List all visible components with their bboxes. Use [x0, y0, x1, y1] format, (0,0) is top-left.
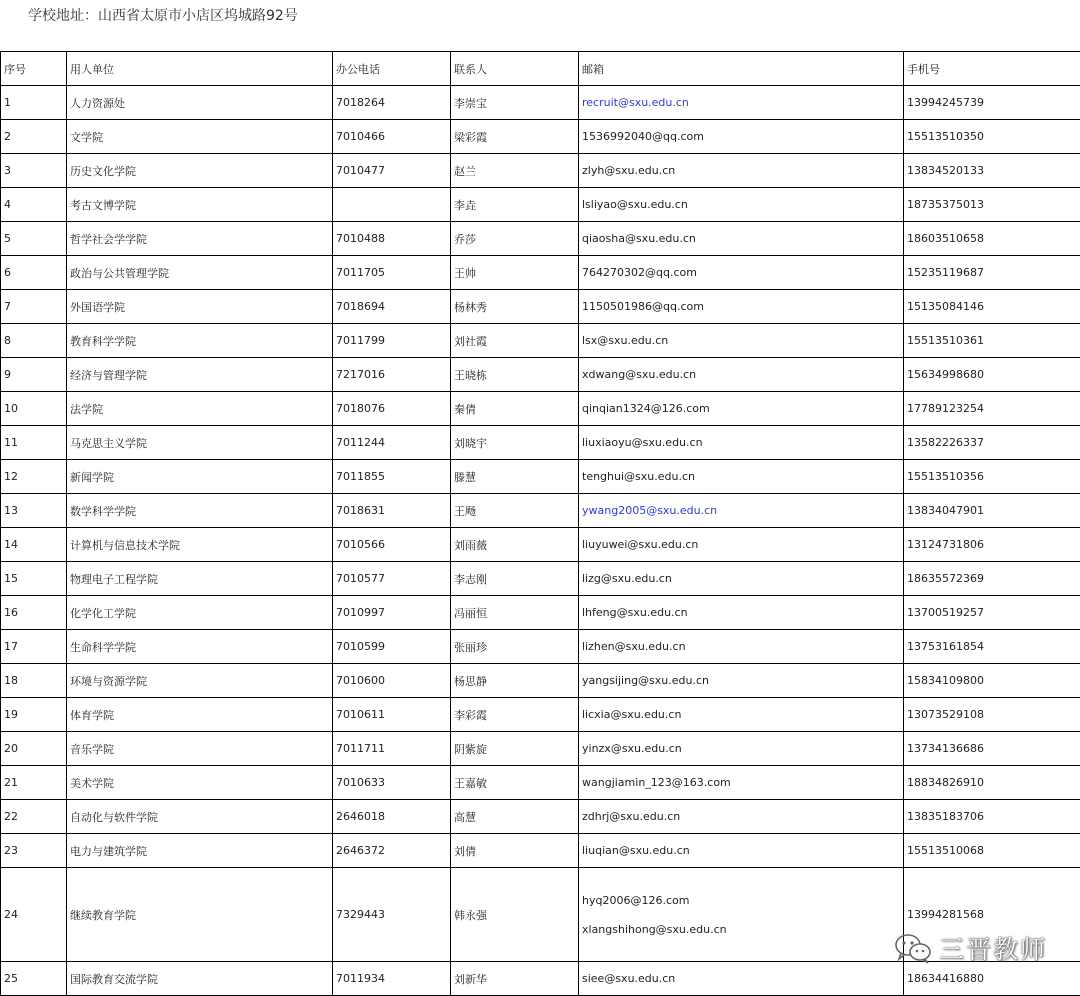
email-text: lizg@sxu.edu.cn	[582, 564, 903, 593]
cell-no: 7	[1, 290, 67, 324]
table-row	[1, 630, 1080, 664]
cell-unit: 体育学院	[67, 698, 333, 732]
cell-email	[579, 324, 904, 358]
table-row	[1, 562, 1080, 596]
table-row	[1, 86, 1080, 120]
cell-mobile: 15513510350	[904, 120, 1080, 154]
cell-no: 3	[1, 154, 67, 188]
cell-no: 5	[1, 222, 67, 256]
email-text: 1150501986@qq.com	[582, 292, 903, 321]
cell-no: 24	[1, 868, 67, 962]
cell-email	[579, 766, 904, 800]
email-text: siee@sxu.edu.cn	[582, 964, 903, 993]
cell-phone: 7011244	[333, 426, 451, 460]
cell-contact: 李崇宝	[451, 86, 579, 120]
cell-no: 23	[1, 834, 67, 868]
cell-no: 1	[1, 86, 67, 120]
table-row	[1, 962, 1080, 996]
cell-email	[579, 834, 904, 868]
cell-mobile: 18834826910	[904, 766, 1080, 800]
table-row	[1, 256, 1080, 290]
cell-email	[579, 800, 904, 834]
cell-phone: 7018264	[333, 86, 451, 120]
cell-phone: 7010600	[333, 664, 451, 698]
cell-unit: 教育科学学院	[67, 324, 333, 358]
cell-email	[579, 222, 904, 256]
cell-mobile: 15235119687	[904, 256, 1080, 290]
cell-no: 2	[1, 120, 67, 154]
email-link[interactable]: ywang2005@sxu.edu.cn	[582, 496, 903, 525]
cell-contact: 杨林秀	[451, 290, 579, 324]
cell-mobile: 13124731806	[904, 528, 1080, 562]
cell-contact: 滕慧	[451, 460, 579, 494]
table-row	[1, 494, 1080, 528]
table-row	[1, 154, 1080, 188]
cell-unit: 法学院	[67, 392, 333, 426]
cell-phone: 7329443	[333, 868, 451, 962]
cell-email	[579, 256, 904, 290]
cell-unit: 政治与公共管理学院	[67, 256, 333, 290]
cell-contact: 李志刚	[451, 562, 579, 596]
cell-email	[579, 962, 904, 996]
header-no: 序号	[1, 52, 67, 86]
email-text: zdhrj@sxu.edu.cn	[582, 802, 903, 831]
cell-mobile: 13073529108	[904, 698, 1080, 732]
cell-mobile: 18603510658	[904, 222, 1080, 256]
cell-unit: 国际教育交流学院	[67, 962, 333, 996]
cell-phone: 7011705	[333, 256, 451, 290]
cell-mobile: 13753161854	[904, 630, 1080, 664]
cell-contact: 张丽珍	[451, 630, 579, 664]
cell-contact: 刘雨薇	[451, 528, 579, 562]
table-row	[1, 290, 1080, 324]
header-contact: 联系人	[451, 52, 579, 86]
email-text: yinzx@sxu.edu.cn	[582, 734, 903, 763]
cell-mobile: 18634416880	[904, 962, 1080, 996]
cell-mobile: 18635572369	[904, 562, 1080, 596]
cell-contact: 李彩霞	[451, 698, 579, 732]
cell-email	[579, 698, 904, 732]
watermark-text: 三晋教师	[939, 930, 1047, 966]
cell-no: 20	[1, 732, 67, 766]
cell-phone: 7018694	[333, 290, 451, 324]
cell-contact: 杨思静	[451, 664, 579, 698]
school-address: 学校地址：山西省太原市小店区坞城路92号	[28, 5, 298, 25]
cell-no: 11	[1, 426, 67, 460]
email-text: 1536992040@qq.com	[582, 122, 903, 151]
cell-unit: 物理电子工程学院	[67, 562, 333, 596]
watermark	[893, 930, 1047, 966]
cell-email	[579, 358, 904, 392]
email-text: licxia@sxu.edu.cn	[582, 700, 903, 729]
cell-no: 22	[1, 800, 67, 834]
cell-no: 16	[1, 596, 67, 630]
cell-email	[579, 494, 904, 528]
cell-unit: 历史文化学院	[67, 154, 333, 188]
cell-phone: 7011855	[333, 460, 451, 494]
cell-contact: 王晓栋	[451, 358, 579, 392]
cell-phone: 7010566	[333, 528, 451, 562]
cell-contact: 乔莎	[451, 222, 579, 256]
header-mobile: 手机号	[904, 52, 1080, 86]
email-text: liuqian@sxu.edu.cn	[582, 836, 903, 865]
email-text: liuyuwei@sxu.edu.cn	[582, 530, 903, 559]
table-row	[1, 392, 1080, 426]
cell-mobile: 15135084146	[904, 290, 1080, 324]
cell-mobile: 13700519257	[904, 596, 1080, 630]
cell-no: 15	[1, 562, 67, 596]
cell-mobile: 13734136686	[904, 732, 1080, 766]
cell-contact: 王帅	[451, 256, 579, 290]
table-row	[1, 800, 1080, 834]
header-unit: 用人单位	[67, 52, 333, 86]
cell-contact: 刘晓宇	[451, 426, 579, 460]
cell-mobile: 18735375013	[904, 188, 1080, 222]
cell-email	[579, 664, 904, 698]
cell-unit: 自动化与软件学院	[67, 800, 333, 834]
cell-no: 17	[1, 630, 67, 664]
cell-mobile: 13835183706	[904, 800, 1080, 834]
cell-no: 6	[1, 256, 67, 290]
email-text: lhfeng@sxu.edu.cn	[582, 598, 903, 627]
table-body	[1, 86, 1080, 996]
cell-mobile: 17789123254	[904, 392, 1080, 426]
cell-mobile: 15634998680	[904, 358, 1080, 392]
table-row	[1, 834, 1080, 868]
header-phone: 办公电话	[333, 52, 451, 86]
cell-no: 18	[1, 664, 67, 698]
wechat-logo-icon	[893, 931, 933, 965]
cell-unit: 考古文博学院	[67, 188, 333, 222]
email-text: qiaosha@sxu.edu.cn	[582, 224, 903, 253]
cell-no: 4	[1, 188, 67, 222]
email-text: tenghui@sxu.edu.cn	[582, 462, 903, 491]
cell-phone: 2646018	[333, 800, 451, 834]
cell-contact: 刘社霞	[451, 324, 579, 358]
cell-email	[579, 528, 904, 562]
cell-unit: 生命科学学院	[67, 630, 333, 664]
cell-unit: 数学科学学院	[67, 494, 333, 528]
cell-email	[579, 86, 904, 120]
cell-unit: 化学化工学院	[67, 596, 333, 630]
cell-no: 10	[1, 392, 67, 426]
cell-phone: 7010997	[333, 596, 451, 630]
cell-mobile: 13994281568	[904, 868, 1080, 962]
email-text: hyq2006@126.com	[582, 886, 903, 915]
cell-no: 21	[1, 766, 67, 800]
cell-no: 25	[1, 962, 67, 996]
cell-contact: 王飏	[451, 494, 579, 528]
cell-phone	[333, 188, 451, 222]
email-text: xlangshihong@sxu.edu.cn	[582, 915, 903, 944]
table-row	[1, 324, 1080, 358]
cell-email	[579, 392, 904, 426]
cell-unit: 马克思主义学院	[67, 426, 333, 460]
cell-unit: 新闻学院	[67, 460, 333, 494]
cell-unit: 电力与建筑学院	[67, 834, 333, 868]
cell-no: 13	[1, 494, 67, 528]
cell-contact: 阴紫旋	[451, 732, 579, 766]
cell-unit: 音乐学院	[67, 732, 333, 766]
cell-email	[579, 120, 904, 154]
email-text: xdwang@sxu.edu.cn	[582, 360, 903, 389]
cell-mobile: 15513510361	[904, 324, 1080, 358]
cell-phone: 7011799	[333, 324, 451, 358]
cell-contact: 刘新华	[451, 962, 579, 996]
table-row	[1, 698, 1080, 732]
cell-phone: 7010577	[333, 562, 451, 596]
cell-phone: 7018076	[333, 392, 451, 426]
table-row	[1, 732, 1080, 766]
cell-phone: 7010599	[333, 630, 451, 664]
table-row	[1, 426, 1080, 460]
cell-phone: 7011711	[333, 732, 451, 766]
cell-phone: 7010611	[333, 698, 451, 732]
cell-email	[579, 630, 904, 664]
cell-email	[579, 154, 904, 188]
cell-no: 9	[1, 358, 67, 392]
cell-unit: 文学院	[67, 120, 333, 154]
cell-email	[579, 426, 904, 460]
email-text: qinqian1324@126.com	[582, 394, 903, 423]
email-text: lsx@sxu.edu.cn	[582, 326, 903, 355]
cell-email	[579, 188, 904, 222]
email-text: wangjiamin_123@163.com	[582, 768, 903, 797]
cell-phone: 7010477	[333, 154, 451, 188]
cell-phone: 7011934	[333, 962, 451, 996]
cell-mobile: 13834520133	[904, 154, 1080, 188]
email-text: lsliyao@sxu.edu.cn	[582, 190, 903, 219]
cell-phone: 7010488	[333, 222, 451, 256]
cell-no: 8	[1, 324, 67, 358]
cell-mobile: 13834047901	[904, 494, 1080, 528]
cell-email	[579, 290, 904, 324]
cell-contact: 韩永强	[451, 868, 579, 962]
email-text: zlyh@sxu.edu.cn	[582, 156, 903, 185]
cell-mobile: 15513510356	[904, 460, 1080, 494]
cell-phone: 2646372	[333, 834, 451, 868]
cell-mobile: 15834109800	[904, 664, 1080, 698]
email-text: 764270302@qq.com	[582, 258, 903, 287]
cell-contact: 冯丽恒	[451, 596, 579, 630]
cell-unit: 美术学院	[67, 766, 333, 800]
email-text: liuxiaoyu@sxu.edu.cn	[582, 428, 903, 457]
table-row	[1, 188, 1080, 222]
cell-no: 14	[1, 528, 67, 562]
cell-unit: 继续教育学院	[67, 868, 333, 962]
table-row	[1, 460, 1080, 494]
table-row	[1, 222, 1080, 256]
cell-unit: 外国语学院	[67, 290, 333, 324]
contact-table	[0, 51, 1080, 996]
cell-phone: 7010466	[333, 120, 451, 154]
cell-contact: 梁彩霞	[451, 120, 579, 154]
cell-contact: 王嘉敏	[451, 766, 579, 800]
cell-email	[579, 460, 904, 494]
cell-phone: 7010633	[333, 766, 451, 800]
cell-unit: 人力资源处	[67, 86, 333, 120]
cell-phone: 7018631	[333, 494, 451, 528]
header-email: 邮箱	[579, 52, 904, 86]
cell-email	[579, 868, 904, 962]
cell-email	[579, 596, 904, 630]
cell-email	[579, 562, 904, 596]
table-row	[1, 664, 1080, 698]
cell-no: 12	[1, 460, 67, 494]
cell-mobile: 13994245739	[904, 86, 1080, 120]
cell-unit: 经济与管理学院	[67, 358, 333, 392]
cell-contact: 赵兰	[451, 154, 579, 188]
cell-unit: 哲学社会学学院	[67, 222, 333, 256]
cell-email	[579, 732, 904, 766]
cell-unit: 计算机与信息技术学院	[67, 528, 333, 562]
cell-contact: 秦倩	[451, 392, 579, 426]
cell-contact: 李垚	[451, 188, 579, 222]
email-text: yangsijing@sxu.edu.cn	[582, 666, 903, 695]
table-row	[1, 528, 1080, 562]
cell-mobile: 13582226337	[904, 426, 1080, 460]
table-row	[1, 358, 1080, 392]
cell-phone: 7217016	[333, 358, 451, 392]
cell-mobile: 15513510068	[904, 834, 1080, 868]
table-row	[1, 766, 1080, 800]
table-row	[1, 120, 1080, 154]
email-link[interactable]: recruit@sxu.edu.cn	[582, 88, 903, 117]
table-row	[1, 596, 1080, 630]
email-text: lizhen@sxu.edu.cn	[582, 632, 903, 661]
cell-no: 19	[1, 698, 67, 732]
table-header-row	[1, 52, 1080, 86]
cell-contact: 高慧	[451, 800, 579, 834]
cell-contact: 刘倩	[451, 834, 579, 868]
cell-unit: 环境与资源学院	[67, 664, 333, 698]
